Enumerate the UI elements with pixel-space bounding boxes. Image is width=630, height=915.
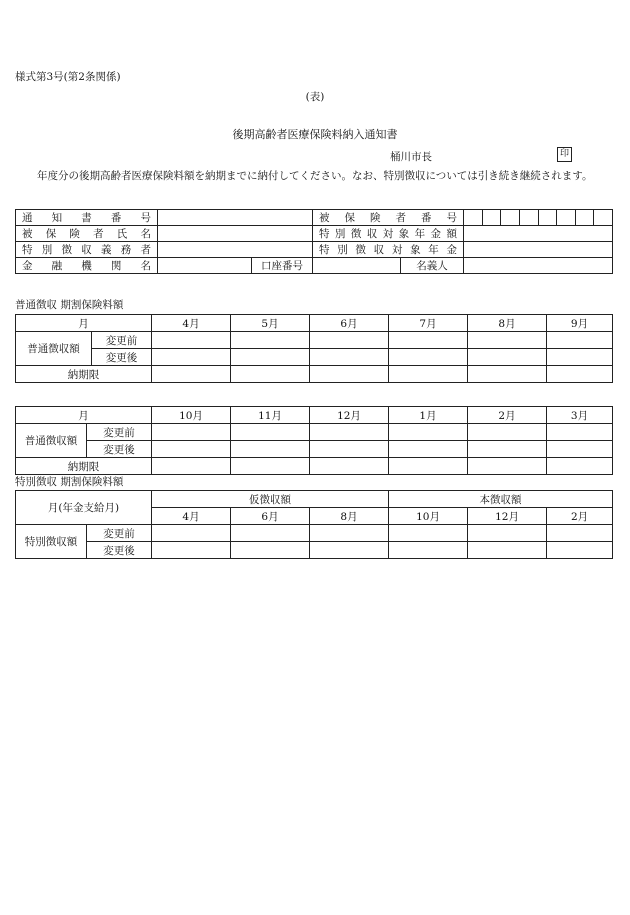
amount-cell[interactable] — [468, 441, 547, 458]
main-collection-header: 本徴収額 — [389, 491, 613, 508]
insured-number-label: 被保険者番号 — [313, 210, 464, 226]
month-cell: 11月 — [231, 407, 310, 424]
amount-cell[interactable] — [310, 441, 389, 458]
amount-cell[interactable] — [389, 542, 468, 559]
amount-cell[interactable] — [310, 542, 389, 559]
special-amount-label: 特別徴収額 — [16, 525, 87, 559]
insured-number-field[interactable] — [464, 210, 613, 226]
amount-cell[interactable] — [547, 441, 613, 458]
amount-cell[interactable] — [310, 332, 389, 349]
ordinary-amount-label: 普通徴収額 — [16, 332, 92, 366]
month-header: 月 — [16, 315, 152, 332]
due-date-label: 納期限 — [16, 458, 152, 475]
bank-field[interactable] — [158, 258, 252, 274]
month-cell: 10月 — [389, 508, 468, 525]
due-date-label: 納期限 — [16, 366, 152, 383]
amount-cell[interactable] — [389, 525, 468, 542]
month-cell: 1月 — [389, 407, 468, 424]
due-date-cell[interactable] — [152, 366, 231, 383]
amount-cell[interactable] — [231, 542, 310, 559]
month-cell: 6月 — [231, 508, 310, 525]
amount-cell[interactable] — [310, 525, 389, 542]
before-label: 変更前 — [92, 332, 152, 349]
amount-cell[interactable] — [468, 525, 547, 542]
obligor-field[interactable] — [158, 242, 313, 258]
document-title: 後期高齢者医療保険料納入通知書 — [232, 128, 398, 141]
seal-stamp: 印 — [557, 147, 572, 162]
special-section-title: 特別徴収 期割保険料額 — [15, 476, 124, 488]
account-holder-label: 名義人 — [401, 258, 464, 274]
amount-cell[interactable] — [389, 424, 468, 441]
after-label: 変更後 — [92, 349, 152, 366]
month-cell: 12月 — [310, 407, 389, 424]
amount-cell[interactable] — [231, 349, 310, 366]
amount-cell[interactable] — [152, 525, 231, 542]
month-cell: 8月 — [468, 315, 547, 332]
amount-cell[interactable] — [547, 332, 613, 349]
month-cell: 8月 — [310, 508, 389, 525]
amount-cell[interactable] — [389, 332, 468, 349]
due-date-cell[interactable] — [152, 458, 231, 475]
due-date-cell[interactable] — [468, 458, 547, 475]
bank-label: 金融機関名 — [16, 258, 158, 274]
ordinary-section-title: 普通徴収 期割保険料額 — [15, 299, 124, 311]
after-label: 変更後 — [87, 441, 152, 458]
notice-number-field[interactable] — [158, 210, 313, 226]
due-date-cell[interactable] — [310, 366, 389, 383]
amount-cell[interactable] — [547, 542, 613, 559]
month-cell: 6月 — [310, 315, 389, 332]
form-number: 様式第3号(第2条関係) — [15, 71, 121, 83]
account-holder-field[interactable] — [464, 258, 613, 274]
digit-boxes — [464, 210, 612, 225]
before-label: 変更前 — [87, 424, 152, 441]
amount-cell[interactable] — [468, 349, 547, 366]
month-cell: 4月 — [152, 315, 231, 332]
pension-month-header: 月(年金支給月) — [16, 491, 152, 525]
amount-cell[interactable] — [468, 542, 547, 559]
month-cell: 2月 — [468, 407, 547, 424]
month-header: 月 — [16, 407, 152, 424]
amount-cell[interactable] — [310, 424, 389, 441]
insured-name-field[interactable] — [158, 226, 313, 242]
amount-cell[interactable] — [231, 424, 310, 441]
amount-cell[interactable] — [152, 441, 231, 458]
due-date-cell[interactable] — [231, 366, 310, 383]
month-cell: 9月 — [547, 315, 613, 332]
notice-text: 年度分の後期高齢者医療保険料額を納期までに納付してください。なお、特別徴収については引き続き継続されます。 — [37, 170, 593, 182]
provisional-header: 仮徴収額 — [152, 491, 389, 508]
pension-type-field[interactable] — [464, 242, 613, 258]
amount-cell[interactable] — [547, 424, 613, 441]
amount-cell[interactable] — [310, 349, 389, 366]
amount-cell[interactable] — [231, 525, 310, 542]
amount-cell[interactable] — [389, 349, 468, 366]
amount-cell[interactable] — [231, 441, 310, 458]
info-table — [15, 209, 613, 274]
amount-cell[interactable] — [152, 542, 231, 559]
amount-cell[interactable] — [468, 332, 547, 349]
amount-cell[interactable] — [468, 424, 547, 441]
due-date-cell[interactable] — [389, 366, 468, 383]
month-cell: 10月 — [152, 407, 231, 424]
ordinary-table-first-half — [15, 314, 613, 383]
pension-amount-field[interactable] — [464, 226, 613, 242]
due-date-cell[interactable] — [310, 458, 389, 475]
ordinary-table-second-half — [15, 406, 613, 475]
side-indicator: (表) — [305, 91, 325, 103]
due-date-cell[interactable] — [389, 458, 468, 475]
amount-cell[interactable] — [389, 441, 468, 458]
month-cell: 7月 — [389, 315, 468, 332]
month-cell: 4月 — [152, 508, 231, 525]
pension-amount-label: 特別徴収対象年金額 — [313, 226, 464, 242]
before-label: 変更前 — [87, 525, 152, 542]
insured-name-label: 被保険者氏名 — [16, 226, 158, 242]
amount-cell[interactable] — [152, 332, 231, 349]
amount-cell[interactable] — [547, 349, 613, 366]
amount-cell[interactable] — [152, 349, 231, 366]
month-cell: 2月 — [547, 508, 613, 525]
after-label: 変更後 — [87, 542, 152, 559]
month-cell: 12月 — [468, 508, 547, 525]
due-date-cell[interactable] — [231, 458, 310, 475]
special-table — [15, 490, 613, 559]
month-cell: 3月 — [547, 407, 613, 424]
issuer-name: 桶川市長 — [390, 151, 432, 163]
month-cell: 5月 — [231, 315, 310, 332]
ordinary-amount-label: 普通徴収額 — [16, 424, 87, 458]
due-date-cell[interactable] — [547, 458, 613, 475]
due-date-cell[interactable] — [468, 366, 547, 383]
amount-cell[interactable] — [231, 332, 310, 349]
amount-cell[interactable] — [152, 424, 231, 441]
pension-type-label: 特別徴収対象年金 — [313, 242, 464, 258]
amount-cell[interactable] — [547, 525, 613, 542]
notice-number-label: 通知書番号 — [16, 210, 158, 226]
obligor-label: 特別徴収義務者 — [16, 242, 158, 258]
due-date-cell[interactable] — [547, 366, 613, 383]
account-number-label: 口座番号 — [252, 258, 313, 274]
account-number-field[interactable] — [313, 258, 401, 274]
